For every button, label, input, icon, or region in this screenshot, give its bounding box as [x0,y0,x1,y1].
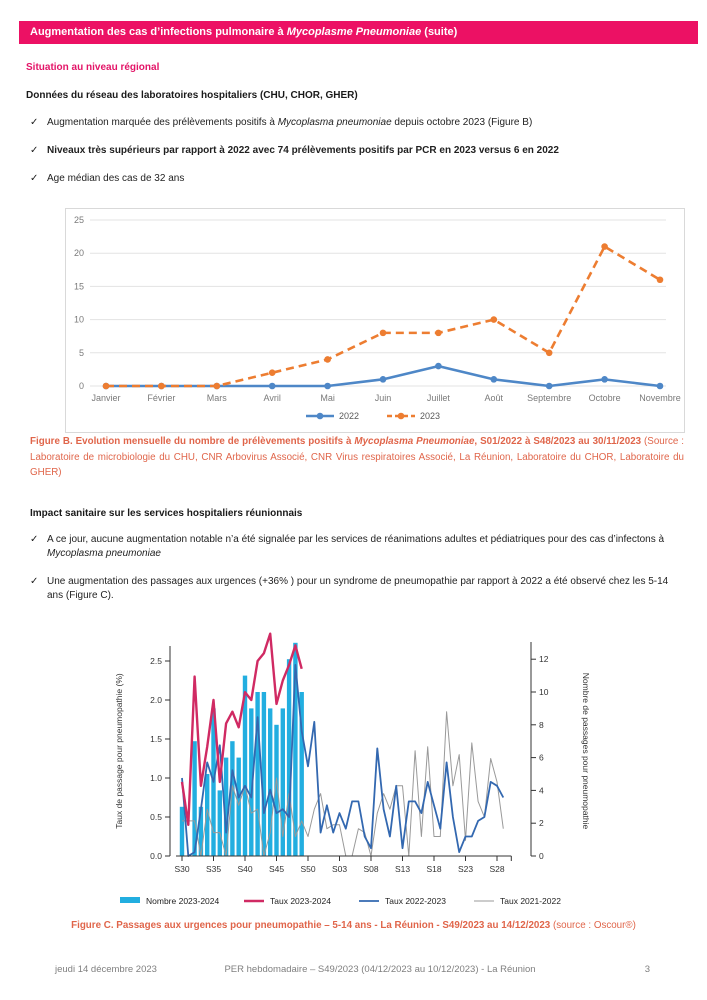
svg-text:Janvier: Janvier [91,393,121,403]
svg-text:0.5: 0.5 [150,812,162,822]
svg-text:2: 2 [539,818,544,829]
svg-text:S40: S40 [237,864,253,874]
svg-text:Juin: Juin [374,393,392,403]
svg-text:1.5: 1.5 [150,734,162,744]
svg-text:8: 8 [539,719,544,730]
svg-text:0: 0 [78,381,84,391]
svg-text:25: 25 [73,215,84,225]
svg-text:Avril: Avril [263,393,281,403]
regional-situation-heading: Situation au niveau régional [26,62,160,73]
svg-text:S18: S18 [426,864,442,874]
title-text-italic: Mycoplasme Pneumoniae [286,26,422,38]
list-item [30,575,682,603]
list-item [30,116,682,130]
footer-page-number: 3 [644,964,650,975]
svg-text:Mars: Mars [206,393,227,403]
svg-text:S03: S03 [331,864,348,874]
svg-text:Nombre de passages pour pneumo: Nombre de passages pour pneumopathie [581,672,591,830]
svg-text:S08: S08 [363,864,379,874]
svg-text:2022: 2022 [339,411,360,421]
svg-text:2.5: 2.5 [150,656,162,666]
svg-text:Novembre: Novembre [639,393,681,403]
svg-text:Nombre 2023-2024: Nombre 2023-2024 [146,896,220,906]
bullet-text-bold: Niveaux très supérieurs par rapport à 2022 avec 74 prélèvements positifs par PCR en 2023 versus 6 en 2022 [47,145,559,156]
list-item [30,172,682,186]
svg-text:20: 20 [73,248,84,259]
svg-text:Février: Février [147,393,176,403]
figure-b-chart [66,209,684,432]
svg-text:10: 10 [73,314,84,325]
svg-text:Juillet: Juillet [426,393,450,403]
bullet-text-italic: Mycoplasma pneumoniae [47,548,161,559]
svg-text:S30: S30 [174,864,190,874]
check-icon: ✓ [30,117,39,128]
svg-text:Taux de passage pour pneumopat: Taux de passage pour pneumopathie (%) [114,673,124,829]
svg-text:S13: S13 [394,864,411,874]
bullet-text: Age médian des cas de 32 ans [47,173,185,184]
caption-text-italic: Mycoplasma Pneumoniae [354,436,475,447]
svg-text:Taux 2023-2024: Taux 2023-2024 [270,896,331,906]
check-icon: ✓ [30,145,39,156]
svg-text:1.0: 1.0 [150,773,162,783]
list-item [30,533,682,561]
svg-text:S50: S50 [300,864,316,874]
lab-network-heading: Données du réseau des laboratoires hospitaliers (CHU, CHOR, GHER) [26,90,358,101]
caption-text: Figure B. Evolution mensuelle du nombre de prélèvements positifs à [30,436,355,447]
bullet-text: Une augmentation des passages aux urgences (+36% ) pour un syndrome de pneumopathie par rapport à 2022 a été observé chez les 5-14 ans (Figure C). [47,576,669,601]
svg-text:0: 0 [539,851,544,861]
svg-text:Août: Août [484,393,504,403]
svg-text:S28: S28 [489,864,505,874]
title-text-pre: Augmentation des cas d’infections pulmonaire à [30,26,287,38]
svg-text:Septembre: Septembre [527,393,572,403]
figure-b-caption [30,434,684,481]
page-title [19,21,698,44]
regional-bullet-list [30,116,682,200]
svg-text:5: 5 [78,347,84,358]
bullet-text: Augmentation marquée des prélèvements positifs à [47,117,278,128]
svg-text:4: 4 [539,785,544,796]
svg-text:15: 15 [73,281,84,292]
bullet-text: depuis octobre 2023 (Figure B) [391,117,533,128]
impact-heading: Impact sanitaire sur les services hospitaliers réunionnais [30,508,303,519]
svg-text:6: 6 [539,752,544,763]
svg-text:2.0: 2.0 [150,695,162,705]
caption-source-text: (Source : Laboratoire de microbiologie du CHU, CNR Arbovirus Associé, CNR Virus respiratoires Associé, La Réunion, Laboratoire du CHOR, Laboratoire du GHER) [30,436,684,478]
figure-c-chart-frame [86,620,598,921]
bullet-text: A ce jour, aucune augmentation notable n’a été signalée par les services de réanimations adultes et pédiatriques pour des cas d’infectons à [47,534,665,545]
svg-text:10: 10 [539,687,549,697]
svg-text:Octobre: Octobre [588,393,621,403]
list-item [30,144,682,158]
check-icon: ✓ [30,576,39,587]
figure-c-chart [86,620,598,916]
svg-text:Taux 2022-2023: Taux 2022-2023 [385,896,446,906]
svg-text:2023: 2023 [420,411,441,421]
caption-text: , S01/2022 à S48/2023 au 30/11/2023 [474,436,645,447]
svg-text:S45: S45 [268,864,285,874]
svg-text:S35: S35 [205,864,222,874]
figure-b-chart-frame [65,208,685,433]
caption-text: Figure C. Passages aux urgences pour pneumopathie – 5-14 ans - La Réunion - S49/2023 au 14/12/2023 [71,920,553,931]
check-icon: ✓ [30,173,39,184]
bullet-text-italic: Mycoplasma pneumoniae [277,117,392,128]
svg-text:S23: S23 [457,864,474,874]
figure-c-caption [0,920,707,931]
footer-document-title: PER hebdomadaire – S49/2023 (04/12/2023 au 10/12/2023) - La Réunion [224,964,536,975]
svg-text:0.0: 0.0 [150,851,162,861]
footer-date: jeudi 14 décembre 2023 [55,964,157,975]
svg-text:12: 12 [539,654,549,665]
caption-source-text: (source : Oscour®) [552,920,636,931]
check-icon: ✓ [30,534,39,545]
svg-text:Taux 2021-2022: Taux 2021-2022 [500,896,561,906]
impact-bullet-list [30,533,682,617]
title-text-post: (suite) [421,26,458,38]
svg-text:Mai: Mai [320,393,335,403]
